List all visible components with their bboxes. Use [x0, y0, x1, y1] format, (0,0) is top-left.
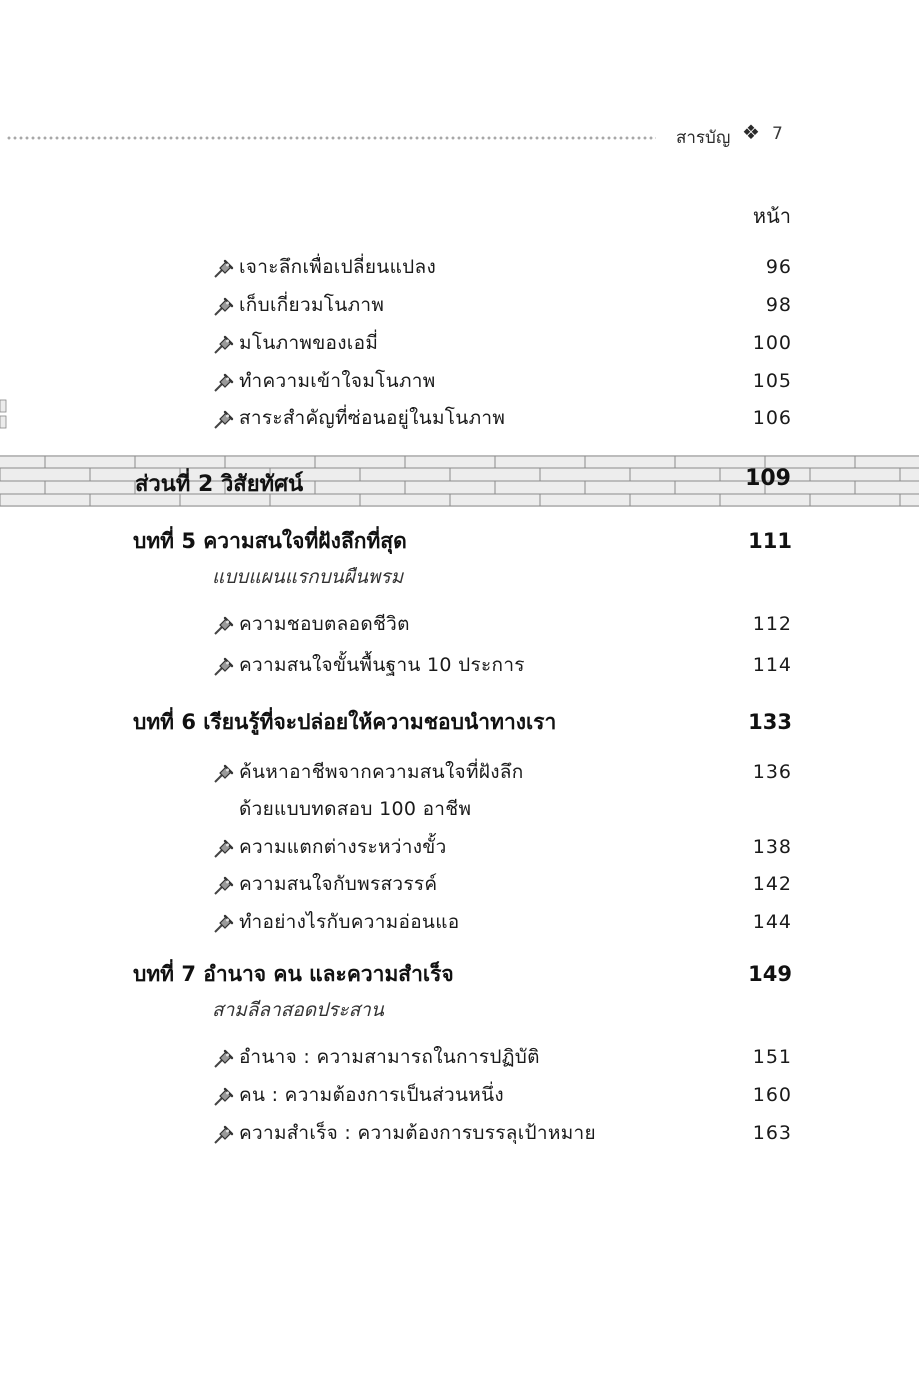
- entry-title: ทำความเข้าใจมโนภาพ: [239, 370, 436, 392]
- entry-page: 136: [752, 761, 792, 783]
- toc-entry[interactable]: [212, 366, 792, 396]
- part-title[interactable]: ส่วนที่ 2 วิสัยทัศน์: [135, 472, 304, 497]
- entry-title: อำนาจ : ความสามารถในการปฏิบัติ: [239, 1046, 540, 1068]
- chapter-title: บทที่ 6 เรียนรู้ที่จะปล่อยให้ความชอบนำทางเรา: [133, 710, 557, 734]
- pushpin-icon: [212, 1124, 234, 1146]
- entry-title: ความสนใจกับพรสวรรค์: [239, 873, 438, 895]
- entry-title-line2: ด้วยแบบทดสอบ 100 อาชีพ: [239, 798, 472, 820]
- chapter-page: 149: [748, 962, 792, 986]
- pushpin-icon: [212, 656, 234, 678]
- toc-entry[interactable]: [212, 252, 792, 282]
- entry-title: มโนภาพของเอมี่: [239, 332, 379, 354]
- entry-page: 100: [752, 332, 792, 354]
- toc-entry[interactable]: [212, 1118, 792, 1148]
- entry-page: 112: [752, 613, 792, 635]
- entry-page: 98: [765, 294, 792, 316]
- toc-entry[interactable]: [212, 757, 792, 787]
- pushpin-icon: [212, 409, 234, 431]
- entry-page: 106: [752, 407, 792, 429]
- entry-title: สาระสำคัญที่ซ่อนอยู่ในมโนภาพ: [239, 407, 506, 429]
- chapter-title: บทที่ 5 ความสนใจที่ฝังลึกที่สุด: [133, 529, 407, 553]
- chapter-subtitle: สามลีลาสอดประสาน: [212, 999, 384, 1021]
- toc-entry[interactable]: [212, 869, 792, 899]
- entry-page: 105: [752, 370, 792, 392]
- entry-title: ความแตกต่างระหว่างขั้ว: [239, 836, 447, 858]
- pushpin-icon: [212, 838, 234, 860]
- entry-title: ค้นหาอาชีพจากความสนใจที่ฝังลึก: [239, 761, 524, 783]
- entry-page: 142: [752, 873, 792, 895]
- entry-title: เจาะลึกเพื่อเปลี่ยนแปลง: [239, 256, 437, 278]
- chapter-subtitle: แบบแผนแรกบนผืนพรม: [212, 566, 404, 588]
- entry-page: 138: [752, 836, 792, 858]
- running-title: สารบัญ: [676, 128, 731, 148]
- toc-entry[interactable]: [212, 832, 792, 862]
- entry-title: เก็บเกี่ยวมโนภาพ: [239, 294, 385, 316]
- pushpin-icon: [212, 258, 234, 280]
- entry-page: 96: [765, 256, 792, 278]
- pushpin-icon: [212, 296, 234, 318]
- pushpin-icon: [212, 913, 234, 935]
- edge-brick-mark: [0, 398, 10, 432]
- pushpin-icon: [212, 763, 234, 785]
- pushpin-icon: [212, 372, 234, 394]
- entry-page: 160: [752, 1084, 792, 1106]
- entry-page: 163: [752, 1122, 792, 1144]
- toc-entry[interactable]: [212, 1080, 792, 1110]
- pushpin-icon: [212, 334, 234, 356]
- chapter-title: บทที่ 7 อำนาจ คน และความสำเร็จ: [133, 962, 454, 986]
- chapter-heading[interactable]: [133, 706, 792, 738]
- chapter-page: 133: [748, 710, 792, 734]
- chapter-heading[interactable]: [133, 525, 792, 557]
- header-dotted-rule: [6, 136, 656, 140]
- page-number: 7: [772, 124, 783, 144]
- entry-title: ความชอบตลอดชีวิต: [239, 613, 410, 635]
- page-column-label: หน้า: [752, 204, 791, 228]
- entry-page: 114: [752, 654, 792, 676]
- ornament-icon: ❖: [742, 120, 760, 144]
- toc-entry[interactable]: [212, 650, 792, 680]
- toc-entry-continuation: [212, 794, 792, 824]
- pushpin-icon: [212, 1086, 234, 1108]
- entry-page: 144: [752, 911, 792, 933]
- toc-entry[interactable]: [212, 290, 792, 320]
- entry-page: 151: [752, 1046, 792, 1068]
- chapter-heading[interactable]: [133, 958, 792, 990]
- toc-entry[interactable]: [212, 1042, 792, 1072]
- toc-entry[interactable]: [212, 328, 792, 358]
- entry-title: คน : ความต้องการเป็นส่วนหนึ่ง: [239, 1084, 504, 1106]
- entry-title: ทำอย่างไรกับความอ่อนแอ: [239, 911, 460, 933]
- pushpin-icon: [212, 1048, 234, 1070]
- pushpin-icon: [212, 615, 234, 637]
- entry-title: ความสนใจขั้นพื้นฐาน 10 ประการ: [239, 654, 525, 676]
- toc-entry[interactable]: [212, 609, 792, 639]
- entry-title: ความสำเร็จ : ความต้องการบรรลุเป้าหมาย: [239, 1122, 596, 1144]
- part-page: 109: [745, 466, 791, 491]
- toc-entry[interactable]: [212, 403, 792, 433]
- pushpin-icon: [212, 875, 234, 897]
- toc-entry[interactable]: [212, 907, 792, 937]
- chapter-page: 111: [748, 529, 792, 553]
